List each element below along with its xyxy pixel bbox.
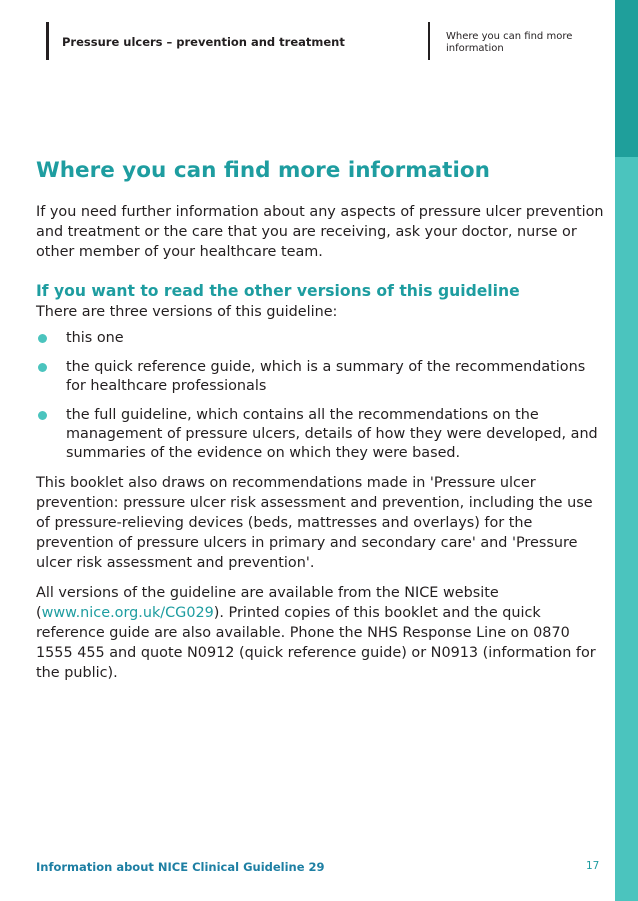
availability-paragraph [36,583,606,683]
page-title: Where you can find more information [36,158,490,183]
availability-text-end: ). Printed copies of this booklet and the quick reference guide are also available. Phone the NHS Response Line on 0870 1555 455 and quote N0912 (quick reference guide) or N0913 (information for the public). [36,605,596,681]
versions-intro: There are three versions of this guideline: [36,304,338,320]
list-item [36,329,606,348]
running-header-title: Pressure ulcers – prevention and treatment [62,35,345,49]
versions-list [36,329,606,463]
list-item [36,406,606,463]
header-rule-right [428,22,430,60]
bullet-icon [38,411,47,420]
bullet-icon [38,363,47,372]
running-header-section [446,31,586,55]
nice-website-link[interactable]: www.nice.org.uk/CG029 [41,605,214,621]
list-item-text: the full guideline, which contains all the recommendations on the management of pressure ulcers, details of how they were developed, and summaries of the evidence on which they were based. [66,407,598,461]
header-rule-left [46,22,49,60]
page-number: 17 [586,860,600,872]
side-bar-dark [615,0,638,157]
running-header-section-line1: Where you can find more [446,31,573,42]
bullet-icon [38,334,47,343]
side-bar [615,157,638,901]
list-item [36,358,606,396]
list-item-text: the quick reference guide, which is a summary of the recommendations for healthcare professionals [66,359,586,394]
intro-paragraph: If you need further information about any aspects of pressure ulcer prevention and treatment or the care that you are receiving, ask your doctor, nurse or other member of your healthcare team. [36,204,604,260]
availability-text-start: All versions of the guideline are available from the NICE website ( [36,585,499,621]
main-content [36,202,606,683]
footer-title: Information about NICE Clinical Guideline 29 [36,860,325,874]
booklet-paragraph: This booklet also draws on recommendations made in 'Pressure ulcer prevention: pressure ulcer risk assessment and prevention, including the use of pressure-relieving devices (beds, mattresses and overlays) for the prevention of pressure ulcers in primary and secondary care' and 'Pressure ulcer risk assessment and prevention'. [36,475,593,571]
running-header-section-line2: information [446,43,504,54]
section-subheading: If you want to read the other versions of this guideline [36,282,520,300]
list-item-text: this one [66,330,124,346]
